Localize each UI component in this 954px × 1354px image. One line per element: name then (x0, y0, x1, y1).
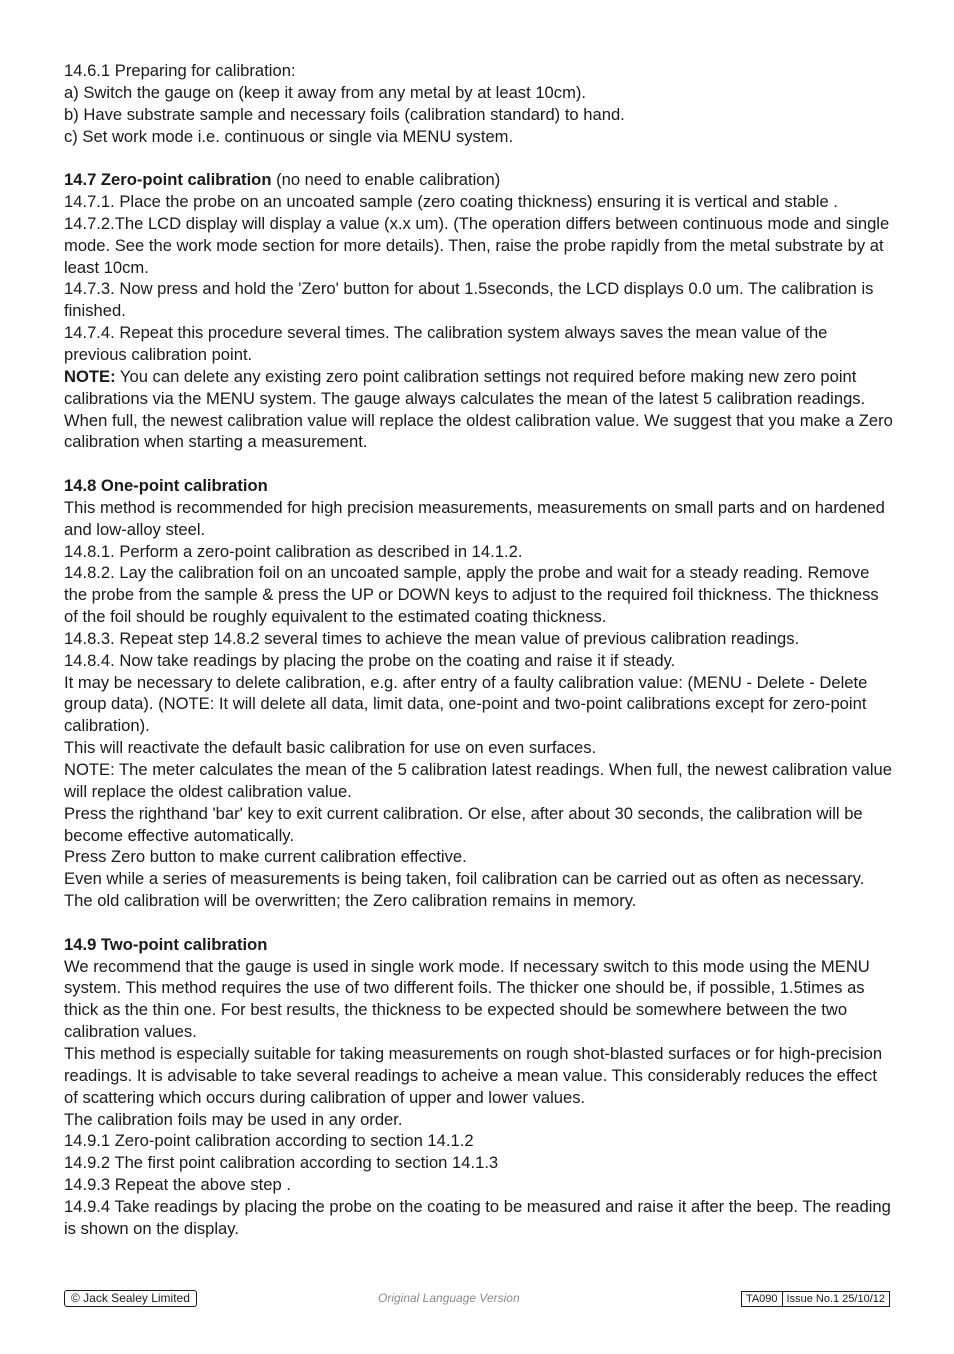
para-14-8-2: 14.8.2. Lay the calibration foil on an uncoated sample, apply the probe and wait for a steady reading. Remove the probe from the sample & press the UP or DOWN keys to adjust to the required foil thickness. The thickness of the foil should be roughly equivalent to the estimated coating thickness. (64, 563, 879, 627)
spacer (64, 453, 894, 475)
step-a: a) Switch the gauge on (keep it away from any metal by at least 10cm). (64, 82, 587, 102)
section-14-7-note: (no need to enable calibration) (271, 170, 501, 190)
para-14-8-1: 14.8.1. Perform a zero-point calibration as described in 14.1.2. (64, 541, 523, 561)
para-note-mean: NOTE: The meter calculates the mean of the 5 calibration latest readings. When full, the newest calibration value will replace the oldest calibration value. (64, 760, 892, 801)
para-14-7-3: 14.7.3. Now press and hold the 'Zero' button for about 1.5seconds, the LCD displays 0.0 um. The calibration is finished. (64, 279, 874, 321)
para-press-zero: Press Zero button to make current calibration effective. (64, 847, 467, 867)
model-number: TA090 (745, 1293, 778, 1305)
note-label: NOTE: (64, 366, 116, 386)
page-footer (64, 1290, 890, 1308)
section-14-6-1-title: 14.6.1 Preparing for calibration: (64, 61, 296, 80)
para-14-9-intro: We recommend that the gauge is used in single work mode. If necessary switch to this mode using the MENU system. This method requires the use of two different foils. The thicker one should be, if possible, 1.5times as thick as the thin one. For best results, the thickness to be expected should be somewhere between the two calibration values. (64, 956, 870, 1042)
para-14-8-intro: This method is recommended for high precision measurements, measurements on small parts and on hardened and low-alloy steel. (64, 497, 885, 539)
note-text: You can delete any existing zero point calibration settings not required before making new zero point calibrations via the MENU system. The gauge always calculates the mean of the latest 5 calibration readings. When full, the newest calibration value will replace the oldest calibration value. We suggest that you make a Zero calibration when starting a measurement. (64, 366, 893, 452)
spacer (64, 912, 894, 934)
para-14-9-suitable: This method is especially suitable for taking measurements on rough shot-blasted surfaces or for high-precision readings. It is advisable to take several readings to acheive a mean value. This considerably reduces the effect of scattering which occurs during calibration of upper and lower values. (64, 1043, 883, 1107)
para-14-9-order: The calibration foils may be used in any order. (64, 1109, 403, 1129)
para-14-9-2: 14.9.2 The first point calibration according to section 14.1.3 (64, 1153, 499, 1173)
manual-page (64, 60, 894, 1240)
para-foil-calibration: Even while a series of measurements is being taken, foil calibration can be carried out as often as necessary. The old calibration will be overwritten; the Zero calibration remains in memory. (64, 869, 865, 911)
para-14-9-1: 14.9.1 Zero-point calibration according to section 14.1.2 (64, 1131, 474, 1151)
para-exit-calibration: Press the righthand 'bar' key to exit current calibration. Or else, after about 30 seconds, the calibration will be become effective automatically. (64, 803, 863, 845)
copyright-box: © Jack Sealey Limited (64, 1290, 197, 1307)
note-paragraph (64, 366, 894, 453)
section-14-7-title: 14.7 Zero-point calibration (64, 170, 272, 190)
para-14-9-4: 14.9.4 Take readings by placing the probe on the coating to be measured and raise it after the beep. The reading is shown on the display. (64, 1196, 891, 1238)
step-c: c) Set work mode i.e. continuous or single via MENU system. (64, 126, 514, 146)
para-14-7-4: 14.7.4. Repeat this procedure several times. The calibration system always saves the mean value of the previous calibration point. (64, 323, 828, 364)
para-reactivate: This will reactivate the default basic calibration for use on even surfaces. (64, 738, 597, 758)
section-14-7-heading (64, 169, 894, 191)
para-14-7-2: 14.7.2.The LCD display will display a value (x.x um). (The operation differs between continuous mode and single mode. See the work mode section for more details). Then, raise the probe rapidly from the metal substrate by at least 10cm. (64, 213, 890, 277)
para-14-8-3: 14.8.3. Repeat step 14.8.2 several times to achieve the mean value of previous calibration readings. (64, 628, 800, 648)
version-note: Original Language Version (378, 1291, 520, 1305)
section-14-8-title: 14.8 One-point calibration (64, 476, 268, 496)
step-b: b) Have substrate sample and necessary foils (calibration standard) to hand. (64, 104, 625, 124)
para-delete-calibration: It may be necessary to delete calibration, e.g. after entry of a faulty calibration value: (MENU - Delete - Delete group data). (NOTE: It will delete all data, limit data, one-point and two-point calibrations except for zero-point calibration). (64, 672, 868, 736)
spacer (64, 147, 894, 169)
issue-box (741, 1291, 890, 1307)
para-14-7-1: 14.7.1. Place the probe on an uncoated sample (zero coating thickness) ensuring it is vertical and stable . (64, 192, 838, 212)
para-14-9-3: 14.9.3 Repeat the above step . (64, 1175, 291, 1195)
para-14-8-4: 14.8.4. Now take readings by placing the probe on the coating and raise it if steady. (64, 650, 676, 670)
issue-number: Issue No.1 25/10/12 (782, 1292, 889, 1306)
section-14-9-title: 14.9 Two-point calibration (64, 934, 268, 954)
